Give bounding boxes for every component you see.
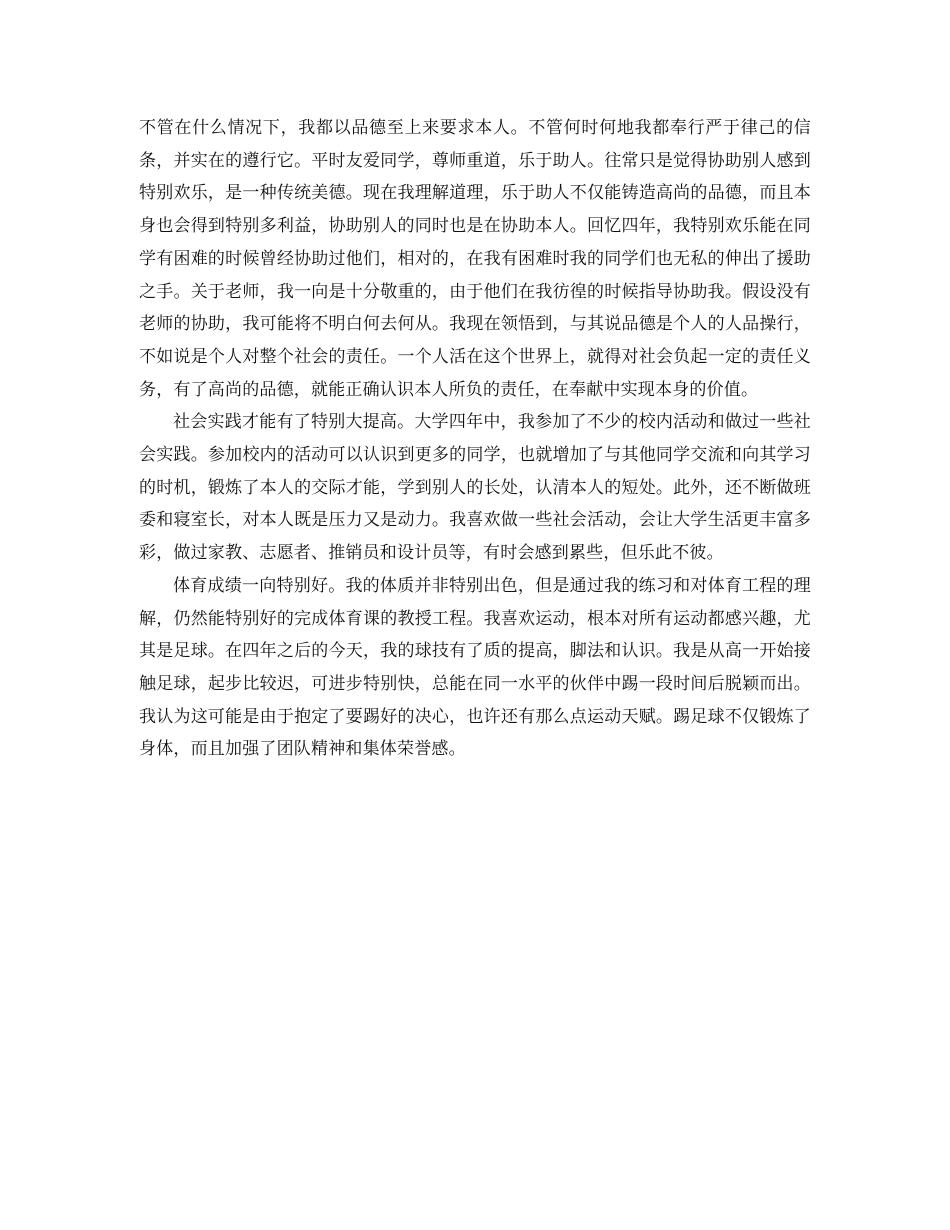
paragraph-social-practice: 社会实践才能有了特别大提高。大学四年中，我参加了不少的校内活动和做过一些社会实践。参加校内的活动可以认识到更多的同学，也就增加了与其他同学交流和向其学习的时机，锻炼了本人的交际才能，学到别人的长处，认清本人的短处。此外，还不断做班委和寝室长，对本人既是压力又是动力。我喜欢做一些社会活动，会让大学生活更丰富多彩，做过家教、志愿者、推销员和设计员等，有时会感到累些，但乐此不彼。 xyxy=(139,412,811,564)
paragraph-sports: 体育成绩一向特别好。我的体质并非特别出色，但是通过我的练习和对体育工程的理解，仍然能特别好的完成体育课的教授工程。我喜欢运动，根本对所有运动都感兴趣，尤其是足球。在四年之后的今天，我的球技有了质的提高，脚法和认识。我是从高一开始接触足球，起步比较迟，可进步特别快，总能在同一水平的伙伴中踢一段时间后脱颖而出。我认为这可能是由于抱定了要踢好的决心，也许还有那么点运动天赋。踢足球不仅锻炼了身体，而且加强了团队精神和集体荣誉感。 xyxy=(139,575,811,760)
document-body xyxy=(139,112,811,766)
paragraph-character: 不管在什么情况下，我都以品德至上来要求本人。不管何时何地我都奉行严于律己的信条，并实在的遵行它。平时友爱同学，尊师重道，乐于助人。往常只是觉得协助别人感到特别欢乐，是一种传统美德。现在我理解道理，乐于助人不仅能铸造高尚的品德，而且本身也会得到特别多利益，协助别人的同时也是在协助本人。回忆四年，我特别欢乐能在同学有困难的时候曾经协助过他们，相对的，在我有困难时我的同学们也无私的伸出了援助之手。关于老师，我一向是十分敬重的，由于他们在我彷徨的时候指导协助我。假设没有老师的协助，我可能将不明白何去何从。我现在领悟到，与其说品德是个人的人品操行，不如说是个人对整个社会的责任。一个人活在这个世界上，就得对社会负起一定的责任义务，有了高尚的品德，就能正确认识本人所负的责任，在奉献中实现本身的价值。 xyxy=(139,118,811,400)
